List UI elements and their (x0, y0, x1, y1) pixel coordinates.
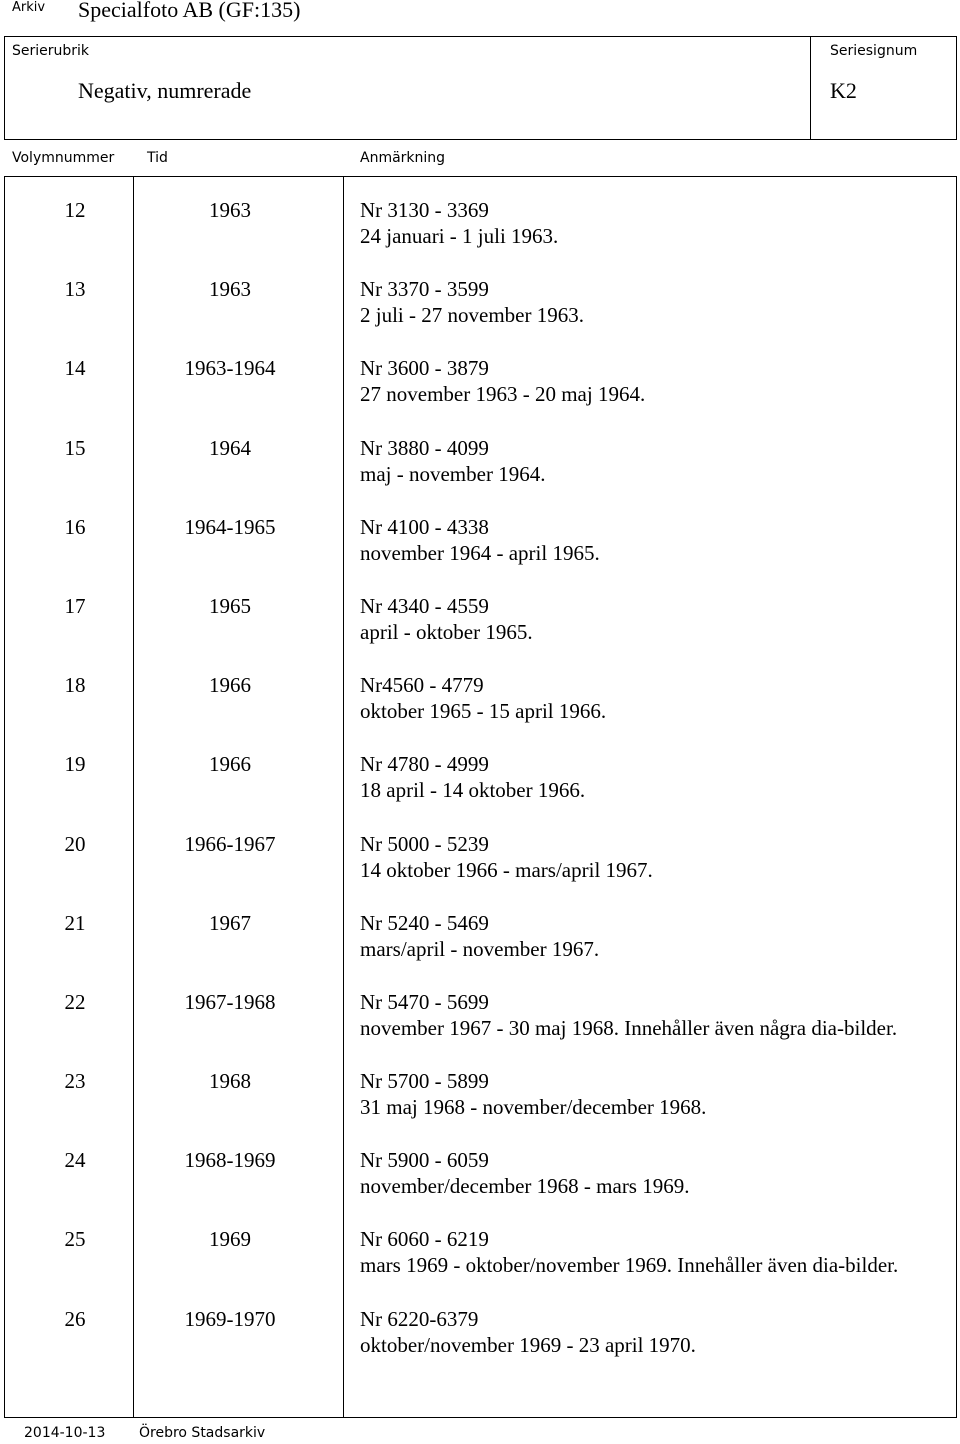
volume-period: 1966 (209, 673, 251, 698)
volume-note (360, 1306, 955, 1358)
note-number-range: Nr 6220-6379 (360, 1306, 479, 1331)
note-number-range: Nr 5240 - 5469 (360, 910, 489, 935)
note-date-range: november 1964 - april 1965. (360, 540, 600, 565)
note-date-range: 2 juli - 27 november 1963. (360, 303, 584, 328)
note-number-range: Nr 5700 - 5899 (360, 1069, 489, 1094)
table-row (0, 831, 960, 910)
volume-period: 1965 (209, 593, 251, 618)
volume-number: 24 (64, 1148, 86, 1173)
volume-note (360, 435, 955, 487)
volume-period: 1967 (209, 910, 251, 935)
volume-number: 26 (64, 1306, 86, 1331)
volume-note (360, 672, 955, 724)
volume-period: 1964-1965 (184, 514, 276, 539)
volume-note (360, 514, 955, 566)
column-header-volym: Volymnummer (12, 150, 115, 166)
volume-number: 13 (64, 277, 86, 302)
volume-number: 17 (64, 593, 86, 618)
table-row (0, 435, 960, 514)
table-row (0, 593, 960, 672)
volume-note (360, 197, 955, 249)
volume-period: 1969-1970 (184, 1306, 276, 1331)
volume-period: 1968-1969 (184, 1148, 276, 1173)
volume-rows (0, 197, 960, 1385)
note-date-range: mars 1969 - oktober/november 1969. Innehåller även dia-bilder. (360, 1253, 899, 1278)
note-date-range: 24 januari - 1 juli 1963. (360, 224, 559, 248)
volume-period: 1963-1964 (184, 356, 276, 381)
table-row (0, 751, 960, 830)
footer-organization: Örebro Stadsarkiv (139, 1425, 266, 1441)
table-row (0, 1147, 960, 1226)
note-number-range: Nr4560 - 4779 (360, 673, 484, 698)
column-header-anmarkning: Anmärkning (360, 150, 446, 166)
volume-period: 1963 (209, 198, 251, 222)
note-date-range: oktober/november 1969 - 23 april 1970. (360, 1332, 696, 1357)
table-row (0, 1306, 960, 1385)
note-number-range: Nr 4780 - 4999 (360, 752, 489, 777)
note-date-range: 31 maj 1968 - november/december 1968. (360, 1095, 707, 1120)
volume-period: 1966-1967 (184, 831, 276, 856)
note-number-range: Nr 3880 - 4099 (360, 435, 489, 460)
serierubrik-label: Serierubrik (12, 43, 90, 59)
table-row (0, 355, 960, 434)
volume-number: 15 (64, 435, 86, 460)
volume-note (360, 1226, 955, 1278)
seriesignum-value: K2 (830, 78, 857, 103)
note-number-range: Nr 5470 - 5699 (360, 989, 489, 1014)
volume-number: 16 (64, 514, 86, 539)
note-number-range: Nr 6060 - 6219 (360, 1227, 489, 1252)
table-row (0, 276, 960, 355)
column-header-tid: Tid (147, 150, 168, 166)
note-date-range: november/december 1968 - mars 1969. (360, 1174, 690, 1199)
table-row (0, 989, 960, 1068)
volume-number: 22 (64, 989, 86, 1014)
table-row (0, 1068, 960, 1147)
volume-period: 1967-1968 (184, 989, 276, 1014)
archive-title: Specialfoto AB (GF:135) (78, 0, 301, 22)
volume-period: 1964 (209, 435, 251, 460)
note-date-range: november 1967 - 30 maj 1968. Innehåller även några dia-bilder. (360, 1015, 898, 1040)
volume-note (360, 751, 955, 803)
volume-note (360, 355, 955, 407)
note-date-range: maj - november 1964. (360, 461, 546, 486)
note-date-range: 18 april - 14 oktober 1966. (360, 778, 586, 803)
note-number-range: Nr 3130 - 3369 (360, 198, 489, 222)
volume-number: 18 (64, 673, 86, 698)
volume-number: 23 (64, 1069, 86, 1094)
table-row (0, 514, 960, 593)
volume-number: 12 (64, 198, 86, 222)
note-number-range: Nr 5900 - 6059 (360, 1148, 489, 1173)
volume-note (360, 593, 955, 645)
seriesignum-label: Seriesignum (830, 43, 918, 59)
volume-note (360, 910, 955, 962)
volume-number: 14 (64, 356, 86, 381)
table-row (0, 1226, 960, 1305)
volume-note (360, 1147, 955, 1199)
footer-date: 2014-10-13 (24, 1425, 106, 1441)
note-date-range: oktober 1965 - 15 april 1966. (360, 699, 607, 724)
note-date-range: april - oktober 1965. (360, 619, 533, 644)
table-row (0, 672, 960, 751)
note-number-range: Nr 3370 - 3599 (360, 277, 489, 302)
volume-number: 20 (64, 831, 86, 856)
serierubrik-value: Negativ, numrerade (78, 78, 252, 103)
header-divider (810, 37, 811, 139)
volume-number: 21 (64, 910, 86, 935)
note-date-range: mars/april - november 1967. (360, 936, 600, 961)
note-number-range: Nr 3600 - 3879 (360, 356, 489, 381)
table-row (0, 197, 960, 276)
volume-period: 1966 (209, 752, 251, 777)
table-row (0, 910, 960, 989)
note-number-range: Nr 4340 - 4559 (360, 593, 489, 618)
note-date-range: 27 november 1963 - 20 maj 1964. (360, 382, 646, 407)
volume-note (360, 989, 955, 1041)
arkiv-label: Arkiv (12, 0, 46, 15)
note-date-range: 14 oktober 1966 - mars/april 1967. (360, 857, 653, 882)
volume-period: 1968 (209, 1069, 251, 1094)
volume-note (360, 276, 955, 328)
volume-number: 25 (64, 1227, 86, 1252)
note-number-range: Nr 4100 - 4338 (360, 514, 489, 539)
volume-period: 1969 (209, 1227, 251, 1252)
volume-note (360, 831, 955, 883)
volume-note (360, 1068, 955, 1120)
volume-period: 1963 (209, 277, 251, 302)
volume-number: 19 (64, 752, 86, 777)
note-number-range: Nr 5000 - 5239 (360, 831, 489, 856)
